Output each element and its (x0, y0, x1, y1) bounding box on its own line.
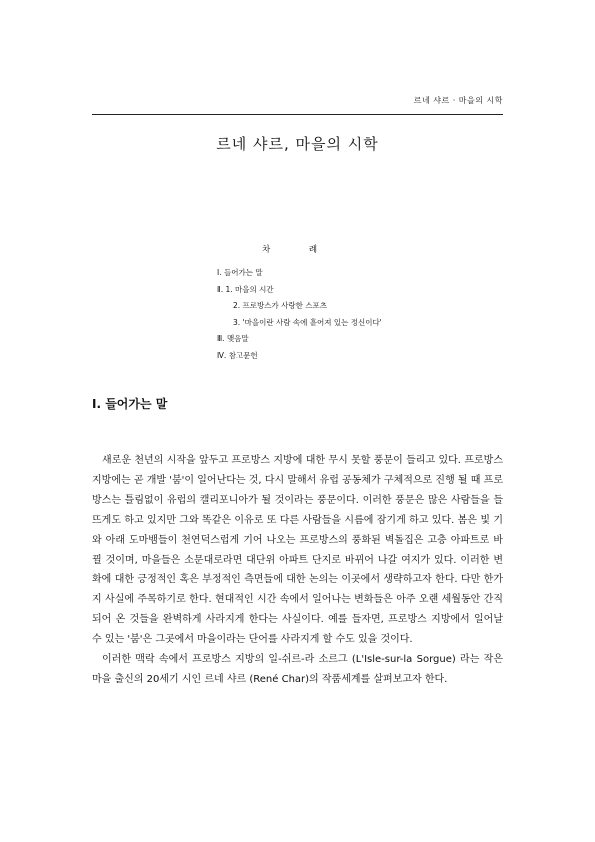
toc-item: Ⅳ. 참고문헌 (217, 350, 258, 360)
toc-list (217, 265, 382, 364)
section-heading: Ⅰ. 들어가는 말 (92, 397, 168, 411)
paragraph: 새로운 천년의 시작을 앞두고 프로방스 지방에 대한 무시 못할 풍문이 들리고 있다. 프로방스 지방에는 곧 개발 '붐'이 일어난다는 것, 다시 말해서 유럽 공동체가 구체적으로 진행 될 때 프로방스는 틀림없이 유럽의 캘리포니아가 될 것이라는 풍문이다. 이러한 풍문은 많은 사람들을 들뜨게도 하고 있지만 그와 똑같은 이유로 또 다른 사람들을 시름에 잠기게 하고 있다. 봄은 빛 기와 아래 도마뱀들이 천연덕스럽게 기어 나오는 프로방스의 풍화된 벽돌집은 고층 아파트로 바뀔 것이며, 마을들은 소문대로라면 대단위 아파트 단지로 바뀌어 나갈 여지가 있다. 이러한 변화에 대한 긍정적인 혹은 부정적인 측면들에 대한 논의는 이곳에서 생략하고자 한다. 다만 한가지 사실에 주목하기로 한다. 현대적인 시간 속에서 일어나는 변화들은 아주 오랜 세월동안 간직되어 온 것들을 완벽하게 사라지게 한다는 사실이다. 예를 들자면, 프로방스 지방에서 일어날 수 있는 '붐'은 그곳에서 마을이라는 단어를 사라지게 할 수도 있을 것이다. (92, 455, 503, 646)
toc-item: 3. '마을이란 사람 속에 흩어져 있는 정신이다' (233, 317, 382, 327)
paragraph: 이러한 맥락 속에서 프로방스 지방의 일-쉬르-라 소르그 (L'Isle-sur-la Sorgue) 라는 작은 마을 출신의 20세기 시인 르네 샤르 (René Char)의 작품세계를 살펴보고자 한다. (92, 654, 503, 685)
toc-heading: 차 례 (262, 245, 336, 255)
toc-item: 2. 프로방스가 사랑한 스포츠 (233, 301, 328, 310)
table-of-contents (217, 245, 382, 364)
page-title: 르네 샤르, 마을의 시학 (216, 135, 379, 153)
body-text (92, 451, 503, 690)
toc-item: Ⅰ. 들어가는 말 (217, 268, 263, 277)
running-head: 르네 샤르 · 마을의 시학 (413, 96, 503, 105)
toc-item: Ⅱ. 1. 마을의 시간 (217, 284, 274, 294)
toc-item: Ⅲ. 맺음말 (217, 334, 249, 343)
header-rule (92, 114, 503, 115)
